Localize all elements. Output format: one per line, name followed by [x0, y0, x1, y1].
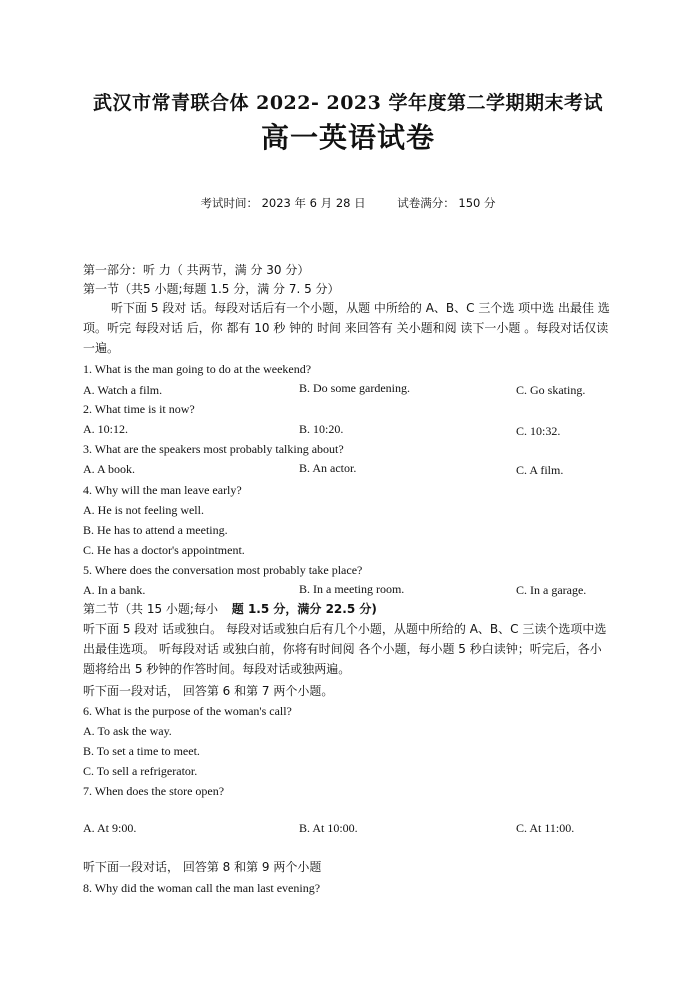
option-a: A. A book.: [83, 462, 136, 476]
option-c: C. To sell a refrigerator.: [83, 764, 198, 778]
option-a: A. 10:12.: [83, 422, 128, 436]
option-b: B. 10:20.: [299, 422, 344, 436]
option-c: C. He has a doctor's appointment.: [83, 543, 245, 557]
question-stem: 7. When does the store open?: [83, 784, 225, 798]
option-b: B. At 10:00.: [299, 821, 358, 835]
option-b: B. He has to attend a meeting.: [83, 523, 228, 537]
section2-heading: [83, 601, 377, 617]
question-stem: 5. Where does the conversation most probably take place?: [83, 563, 363, 577]
section2-instructions: 听下面 5 段对 话或独白。 每段对话或独白后有几个小题，从题中所给的 A、B、C 三读个选项中选出最佳选项。 听每段对话 或独白前，你将有时间阅 各个小题，每小题 5 秒白读钟；听完后，各小题将给出 5 秒钟的作答时间。每段对话或独两遍。: [83, 622, 607, 676]
exam-meta: [0, 195, 696, 211]
section2-heading-b: 题 1.5 分，满分 22.5 分): [231, 602, 377, 616]
option-a: A. At 9:00.: [83, 821, 137, 835]
option-c: C. At 11:00.: [516, 821, 575, 835]
question-stem: 4. Why will the man leave early?: [83, 483, 242, 497]
intro-q6-q7: 听下面一段对话， 回答第 6 和第 7 两个小题。: [83, 684, 334, 698]
option-b: B. An actor.: [299, 461, 357, 475]
question-stem: 1. What is the man going to do at the weekend?: [83, 362, 312, 376]
option-c: C. 10:32.: [516, 424, 561, 438]
question-stem: 2. What time is it now?: [83, 402, 195, 416]
option-a: A. To ask the way.: [83, 724, 172, 738]
option-c: C. Go skating.: [516, 383, 586, 397]
question-stem: 8. Why did the woman call the man last evening?: [83, 881, 321, 895]
option-a: A. In a bank.: [83, 583, 146, 597]
option-b: B. Do some gardening.: [299, 381, 410, 395]
exam-title: 武汉市常青联合体 2022- 2023 学年度第二学期期末考试: [93, 92, 603, 114]
option-b: B. In a meeting room.: [299, 582, 405, 596]
full-score: 试卷满分： 150 分: [397, 196, 496, 210]
option-b: B. To set a time to meet.: [83, 744, 200, 758]
intro-q8-q9: 听下面一段对话， 回答第 8 和第 9 两个小题: [83, 860, 322, 874]
section1-heading: 第一节（共5 小题;每题 1.5 分，满 分 7. 5 分）: [83, 282, 340, 296]
option-a: A. Watch a film.: [83, 383, 163, 397]
question-stem: 6. What is the purpose of the woman's call?: [83, 704, 292, 718]
section1-instructions: 听下面 5 段对 话。每段对话后有一个小题，从题 中所给的 A、B、C 三个选 项中选 出最佳 选 项。听完 每段对话 后，你 都有 10 秒 钟的 时间 来回答有 关小题和阅 读下一小题 。每段对话仅读一遍。: [83, 301, 610, 355]
question-stem: 3. What are the speakers most probably talking about?: [83, 442, 344, 456]
section2-heading-a: 第二节（共 15 小题;每小: [83, 602, 218, 616]
exam-subject-title: 高一英语试卷: [260, 121, 435, 154]
exam-time: 考试时间： 2023 年 6 月 28 日: [200, 196, 366, 210]
option-a: A. He is not feeling well.: [83, 503, 204, 517]
option-c: C. A film.: [516, 463, 564, 477]
part1-heading: 第一部分：听 力（ 共两节，满 分 30 分）: [83, 263, 310, 277]
option-c: C. In a garage.: [516, 583, 587, 597]
